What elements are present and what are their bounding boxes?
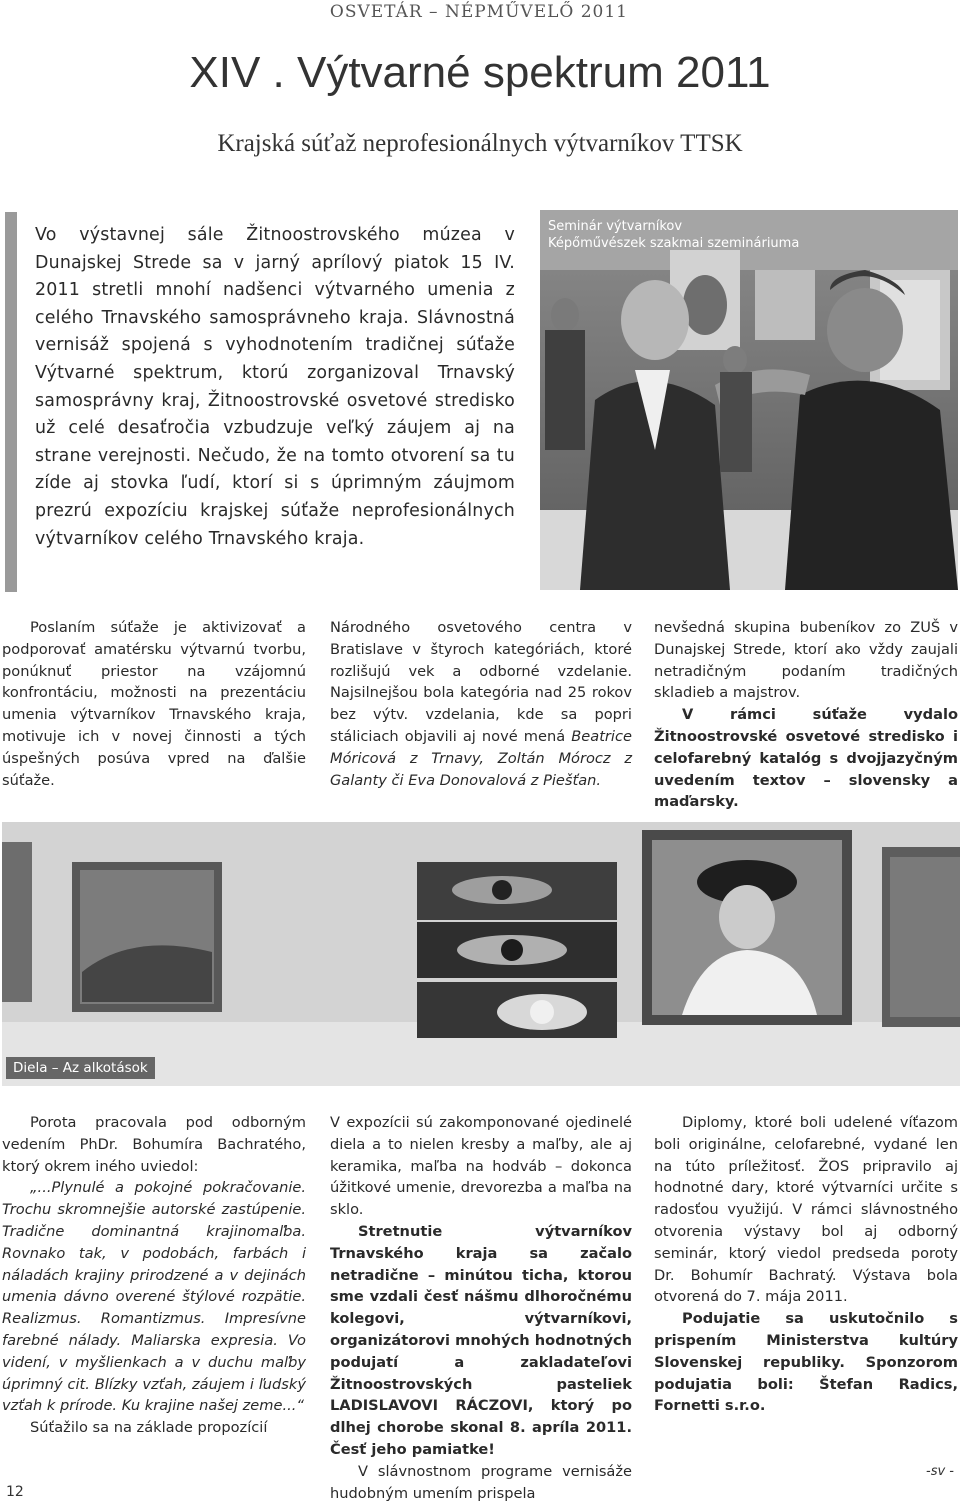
seminar-photo-caption (548, 218, 799, 252)
running-head: OSVETÁR – NÉPMŰVELŐ 2011 (329, 2, 628, 22)
lead-accent-bar (5, 212, 17, 592)
row1-col2-text: Národného osvetového centra v Bratislave v štyroch kategóriách, ktoré rozlišujú vek a odborné vzdelanie. Najsilnejšou bola kategória nad 25 rokov bez výtv. vzdelania, kde sa popri stáliciach objavili aj nové mená (330, 619, 632, 745)
seminar-photo (540, 210, 958, 590)
row2-col1-paragraph-2: Súťažilo sa na základe propozícií (30, 1419, 268, 1437)
row1-col1-paragraph: Poslaním súťaže je aktivizovať a podporovať amatérsku výtvarnú tvorbu, ponúknuť priestor na vzájomnú konfrontáciu, možnosti na prezentáciu umenia výtvarníkov Trnavského kraja, motivuje ich v novej činnosti a tých úspešných posúva vpred na ďalšie súťaže. (2, 619, 306, 789)
row1-column-2 (330, 617, 632, 791)
artworks-photo (2, 822, 960, 1086)
row2-col1-quote: „...Plynulé a pokojné pokračovanie. Trochu skromnejšie autorské zastúpenie. Tradične dominantná krajinomaľba. Rovnako tak, v podobách, farbách i náladách krajiny prirodzené a v dejinách umenia dávno overené štýlové rozpätie. Realizmus. Romantizmus. Impresívne farebné nálady. Maliarska expresia. Vo videní, v myšlienkach a v duchu maľby úprimný cit. Blízky vzťah, záujem i ľudský vzťah k prírode. Ku krajine našej zeme...“ (2, 1179, 306, 1415)
seminar-photo-illustration (540, 210, 958, 590)
row1-column-3 (654, 617, 958, 813)
row2-column-3 (654, 1112, 958, 1417)
author-signature: -sv - (926, 1464, 954, 1479)
row2-col1-paragraph-1: Porota pracovala pod odborným vedením PhDr. Bohumíra Bachratého, ktorý okrem iného uviedol: (2, 1114, 306, 1175)
row2-col2-paragraph-3: V slávnostnom programe vernisáže hudobným umením prispela (330, 1462, 632, 1502)
article-title: XIV . Výtvarné spektrum 2011 (189, 48, 771, 97)
row2-col2-paragraph-1: V expozícii sú zakomponované ojedinelé diela a to nielen kresby a maľby, ale aj keramika, maľba na hodváb – dokonca úžitkové umenie, drevorezba a maľba na sklo. (330, 1114, 632, 1219)
article-subtitle: Krajská súťaž neprofesionálnych výtvarníkov TTSK (217, 130, 743, 157)
row2-col3-paragraph-2: Podujatie sa uskutočnilo s prispením Ministerstva kultúry Slovenskej republiky. Sponzorom podujatia boli: Štefan Radics, Fornetti s.r.o. (654, 1310, 958, 1415)
row2-column-1 (2, 1112, 306, 1439)
row2-col3-paragraph-1: Diplomy, ktoré boli udelené víťazom boli originálne, celofarebné, vydané len na túto príležitosť. ŽOS pripravilo aj hodnotné dary, ktoré výtvarníci určite s radosťou využijú. V rámci slávnostného otvorenia výstavy bol aj odborný seminár, ktorý viedol predseda poroty Dr. Bohumír Bachratý. Výstava bola otvorená do 7. mája 2011. (654, 1114, 958, 1306)
row2-column-2 (330, 1112, 632, 1504)
row1-col3-paragraph-1: nevšedná skupina bubeníkov zo ZUŠ v Dunajskej Strede, ktorí ako vždy zaujali netradičným podaním tradičných skladieb a majstrov. (654, 619, 958, 702)
row1-col3-paragraph-2: V rámci súťaže vydalo Žitnoostrovské osvetové stredisko i celofarebný katalóg s dvojjazyčným uvedením textov – slovensky a maďarsky. (654, 706, 958, 811)
artworks-photo-caption: Diela – Az alkotások (6, 1057, 155, 1079)
row1-col2-paragraph (330, 617, 632, 791)
lead-paragraph: Vo výstavnej sále Žitnoostrovského múzea v Dunajskej Strede sa v jarný aprílový piatok 15 IV. 2011 stretli mnohí nadšenci výtvarného umenia z celého Trnavského samosprávneho kraja. Slávnostná vernisáž spojená s vyhodnotením tradičnej súťaže Výtvarné spektrum, ktorú zorganizoval Trnavský samosprávny kraj, Žitnoostrovské osvetové stredisko už celé desaťročia vzbudzuje veľký záujem aj na strane verejnosti. Nečudo, že na tomto otvorení sa tu zíde aj stovka ľudí, ktorí si s úprimným záujmom prezrú expozíciu krajskej súťaže neprofesionálnych výtvarníkov celého Trnavského kraja. (35, 225, 515, 549)
page-number: 12 (6, 1484, 24, 1500)
row1-col2-names: Beatrice Móricová z Trnavy, Zoltán Mórocz z Galanty či Eva Donovalová z Piešťan. (330, 727, 632, 789)
row2-col2-paragraph-2: Stretnutie výtvarníkov Trnavského kraja sa začalo netradične – minútou ticha, ktorou sme vzdali česť nášmu dlhoročnému kolegovi, výtvarníkovi, organizátorovi mnohých hodnotných podujatí a zakladateľovi Žitnoostrovských pasteliek LADISLAVOVI RÁCZOVI, ktorý po dlhej chorobe skonal 8. apríla 2011. Česť jeho pamiatke! (330, 1222, 632, 1458)
row1-column-1 (2, 617, 306, 791)
caption-hungarian: Képőművészek szakmai szemináriuma (548, 236, 800, 251)
artworks-photo-illustration (2, 822, 960, 1086)
caption-slovak: Seminár výtvarníkov (548, 219, 683, 234)
